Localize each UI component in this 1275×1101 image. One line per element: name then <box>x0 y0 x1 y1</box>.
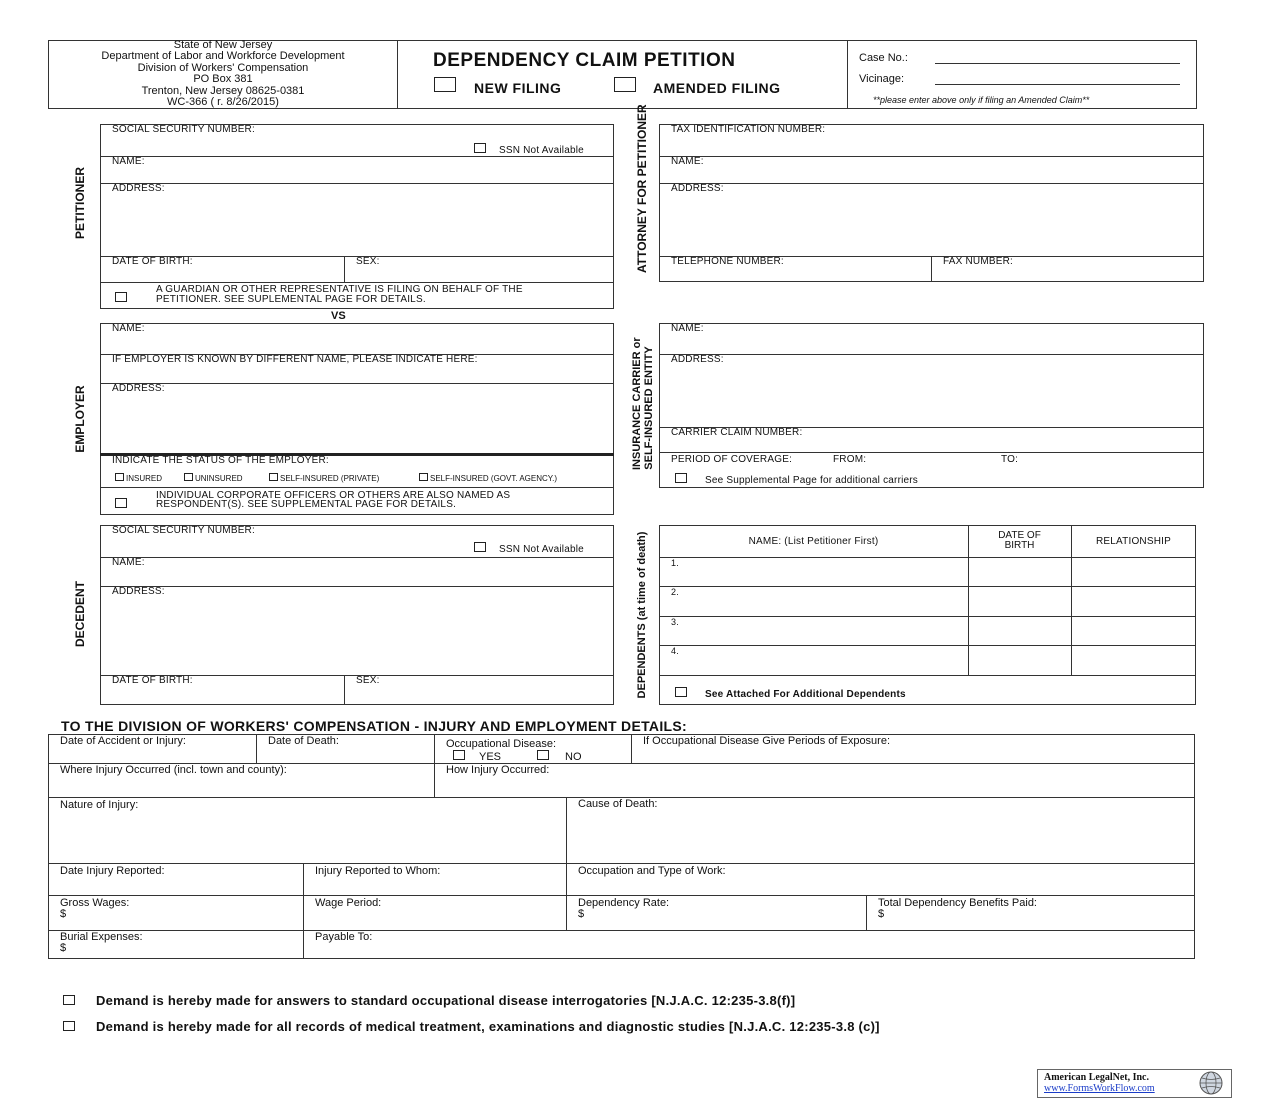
dependent-row-2: 2. <box>671 587 679 597</box>
case-no-input[interactable] <box>935 63 1180 64</box>
guardian-text-2: PETITIONER. SEE SUPLEMENTAL PAGE FOR DETAILS. <box>156 294 426 305</box>
decedent-address-label: ADDRESS: <box>112 586 165 597</box>
details-line <box>48 895 1195 896</box>
details-line <box>434 734 435 797</box>
details-line <box>631 734 632 763</box>
attorney-fax-label: FAX NUMBER: <box>943 256 1013 267</box>
agency-division: Division of Workers' Compensation <box>137 61 309 74</box>
total-benefits-label: Total Dependency Benefits Paid: <box>878 897 1037 909</box>
dependent-row-4: 4. <box>671 646 679 656</box>
additional-carriers-label: See Supplemental Page for additional carriers <box>705 475 919 486</box>
coverage-period-label: PERIOD OF COVERAGE: <box>671 454 793 465</box>
decedent-sex-label: SEX: <box>356 675 380 686</box>
decedent-section-label: DECEDENT <box>73 581 87 648</box>
new-filing-label: NEW FILING <box>474 80 562 96</box>
carrier-address-label: ADDRESS: <box>671 354 724 365</box>
occ-disease-yes-checkbox[interactable] <box>453 750 465 760</box>
vicinage-label: Vicinage: <box>859 73 905 85</box>
occ-disease-no-checkbox[interactable] <box>537 750 549 760</box>
footer-company: American LegalNet, Inc. <box>1044 1072 1149 1083</box>
petitioner-line <box>100 183 614 184</box>
burial-dollar: $ <box>60 942 67 954</box>
dependents-box <box>659 525 1196 705</box>
employer-status-label: INDICATE THE STATUS OF THE EMPLOYER: <box>112 455 329 466</box>
employer-address-label: ADDRESS: <box>112 383 165 394</box>
petitioner-address-label: ADDRESS: <box>112 183 165 194</box>
uninsured-checkbox[interactable] <box>184 473 193 481</box>
medical-records-checkbox[interactable] <box>63 1021 75 1031</box>
dependents-col-relationship: RELATIONSHIP <box>1095 536 1171 547</box>
medical-records-text: Demand is hereby made for all records of medical treatment, examinations and diagnostic studies [N.J.A.C. 12:235-3.8 (c)] <box>96 1019 880 1034</box>
agency-block <box>50 40 396 108</box>
attorney-tax-id-label: TAX IDENTIFICATION NUMBER: <box>671 124 826 135</box>
amended-filing-checkbox[interactable] <box>614 77 636 92</box>
petitioner-sex-label: SEX: <box>356 256 380 267</box>
petitioner-ssn-na-checkbox[interactable] <box>474 143 486 153</box>
details-line <box>566 797 567 930</box>
petitioner-line <box>344 256 345 282</box>
coverage-to-label: TO: <box>1001 454 1019 465</box>
agency-pobox: PO Box 381 <box>193 73 253 86</box>
dependency-rate-dollar: $ <box>578 908 585 920</box>
header-divider-1 <box>397 40 398 109</box>
nature-injury-label: Nature of Injury: <box>60 799 139 811</box>
carrier-section-label <box>631 337 655 470</box>
details-line <box>303 863 304 959</box>
date-death-label: Date of Death: <box>268 735 339 747</box>
form-number: WC-366 ( r. 8/26/2015) <box>167 96 279 109</box>
attorney-line <box>659 183 1204 184</box>
globe-icon <box>1197 1070 1225 1096</box>
new-filing-checkbox[interactable] <box>434 77 456 92</box>
petitioner-dob-label: DATE OF BIRTH: <box>112 256 193 267</box>
attorney-line <box>931 256 932 282</box>
decedent-ssn-label: SOCIAL SECURITY NUMBER: <box>112 525 255 536</box>
total-benefits-dollar: $ <box>878 908 885 920</box>
petitioner-ssn-na-label: SSN Not Available <box>499 145 584 156</box>
dependents-line <box>659 586 1196 587</box>
date-reported-label: Date Injury Reported: <box>60 865 165 877</box>
dependents-col-dob <box>968 531 1071 551</box>
guardian-text-1: A GUARDIAN OR OTHER REPRESENTATIVE IS FILING ON BEHALF OF THE <box>156 284 523 295</box>
dependency-rate-label: Dependency Rate: <box>578 897 670 909</box>
carrier-line <box>659 452 1204 453</box>
attorney-address-label: ADDRESS: <box>671 183 724 194</box>
employer-name-label: NAME: <box>112 323 145 334</box>
case-no-label: Case No.: <box>859 52 908 64</box>
dependents-col-dob-2: BIRTH <box>1004 540 1035 551</box>
dependent-row-1: 1. <box>671 558 679 568</box>
additional-dependents-checkbox[interactable] <box>675 687 687 697</box>
officers-text-1: INDIVIDUAL CORPORATE OFFICERS OR OTHERS ARE ALSO NAMED AS <box>156 490 511 501</box>
dependents-line <box>659 675 1196 676</box>
date-accident-label: Date of Accident or Injury: <box>60 735 186 747</box>
dependents-line <box>659 616 1196 617</box>
payable-to-label: Payable To: <box>315 931 373 943</box>
decedent-dob-label: DATE OF BIRTH: <box>112 675 193 686</box>
dependent-row-3: 3. <box>671 617 679 627</box>
details-heading: TO THE DIVISION OF WORKERS' COMPENSATION - INJURY AND EMPLOYMENT DETAILS: <box>61 718 687 734</box>
agency-city: Trenton, New Jersey 08625-0381 <box>141 84 305 97</box>
additional-dependents-label: See Attached For Additional Dependents <box>705 689 906 700</box>
officers-text-2: RESPONDENT(S). SEE SUPPLEMENTAL PAGE FOR DETAILS. <box>156 499 457 510</box>
carrier-name-label: NAME: <box>671 323 704 334</box>
reported-to-label: Injury Reported to Whom: <box>315 865 441 877</box>
petitioner-name-label: NAME: <box>112 156 145 167</box>
decedent-ssn-na-checkbox[interactable] <box>474 542 486 552</box>
header-divider-2 <box>847 40 848 109</box>
interrogatories-checkbox[interactable] <box>63 995 75 1005</box>
dependents-line <box>1071 525 1072 675</box>
cause-death-label: Cause of Death: <box>578 798 658 810</box>
uninsured-label: UNINSURED <box>195 474 243 483</box>
employer-diff-name-label: IF EMPLOYER IS KNOWN BY DIFFERENT NAME, PLEASE INDICATE HERE: <box>112 354 478 365</box>
vicinage-input[interactable] <box>935 84 1180 85</box>
self-insured-private-checkbox[interactable] <box>269 473 278 481</box>
details-line <box>256 734 257 763</box>
carrier-section-line2: SELF-INSURED ENTITY <box>643 346 655 470</box>
attorney-name-label: NAME: <box>671 156 704 167</box>
occ-disease-label: Occupational Disease: <box>446 738 557 750</box>
carrier-line <box>659 354 1204 355</box>
attorney-section-label: ATTORNEY FOR PETITIONER <box>635 104 649 273</box>
coverage-from-label: FROM: <box>833 454 867 465</box>
officers-checkbox[interactable] <box>115 498 127 508</box>
exposure-label: If Occupational Disease Give Periods of Exposure: <box>643 735 891 747</box>
page-title: DEPENDENCY CLAIM PETITION <box>433 50 736 71</box>
decedent-line <box>344 675 345 705</box>
insured-label: INSURED <box>126 474 163 483</box>
employer-line <box>100 383 614 384</box>
attorney-telephone-label: TELEPHONE NUMBER: <box>671 256 784 267</box>
employer-line <box>100 487 614 488</box>
decedent-line <box>100 586 614 587</box>
agency-department: Department of Labor and Workforce Development <box>101 50 345 63</box>
gross-wages-label: Gross Wages: <box>60 897 130 909</box>
petitioner-ssn-label: SOCIAL SECURITY NUMBER: <box>112 124 255 135</box>
self-insured-govt-checkbox[interactable] <box>419 473 428 481</box>
amended-note: **please enter above only if filing an Amended Claim** <box>873 95 1090 105</box>
carrier-claim-no-label: CARRIER CLAIM NUMBER: <box>671 427 803 438</box>
employer-section-label: EMPLOYER <box>73 385 87 453</box>
vs-label: VS <box>331 310 346 322</box>
gross-wages-dollar: $ <box>60 908 67 920</box>
interrogatories-text: Demand is hereby made for answers to standard occupational disease interrogatories [N.J.A.C. 12:235-3.8(f)] <box>96 993 796 1008</box>
petitioner-line <box>100 282 614 283</box>
footer-url[interactable]: www.FormsWorkFlow.com <box>1044 1083 1155 1094</box>
additional-carriers-checkbox[interactable] <box>675 473 687 483</box>
occ-disease-no-label: NO <box>565 751 582 763</box>
dependents-line <box>659 645 1196 646</box>
decedent-line <box>100 557 614 558</box>
dependents-col-name: NAME: (List Petitioner First) <box>748 536 879 547</box>
petitioner-line <box>100 156 614 157</box>
guardian-checkbox[interactable] <box>115 292 127 302</box>
self-insured-private-label: SELF-INSURED (PRIVATE) <box>280 474 380 483</box>
occupation-label: Occupation and Type of Work: <box>578 865 726 877</box>
details-line <box>48 930 1195 931</box>
burial-label: Burial Expenses: <box>60 931 143 943</box>
dependents-section-label: DEPENDENTS (at time of death) <box>636 531 648 699</box>
carrier-section-line1: INSURANCE CARRIER or <box>631 337 643 470</box>
details-line <box>866 895 867 930</box>
where-injury-label: Where Injury Occurred (incl. town and county): <box>60 764 287 776</box>
attorney-line <box>659 156 1204 157</box>
insured-checkbox[interactable] <box>115 473 124 481</box>
decedent-name-label: NAME: <box>112 557 145 568</box>
details-line <box>48 863 1195 864</box>
petitioner-section-label: PETITIONER <box>73 167 87 240</box>
agency-state: State of New Jersey <box>173 39 273 51</box>
wage-period-label: Wage Period: <box>315 897 382 909</box>
dependents-line <box>659 557 1196 558</box>
dependents-col-dob-1: DATE OF <box>998 530 1041 541</box>
decedent-ssn-na-label: SSN Not Available <box>499 544 584 555</box>
occ-disease-yes-label: YES <box>479 751 502 763</box>
amended-filing-label: AMENDED FILING <box>653 80 781 96</box>
how-injury-label: How Injury Occurred: <box>446 764 550 776</box>
self-insured-govt-label: SELF-INSURED (GOVT. AGENCY.) <box>430 474 557 483</box>
